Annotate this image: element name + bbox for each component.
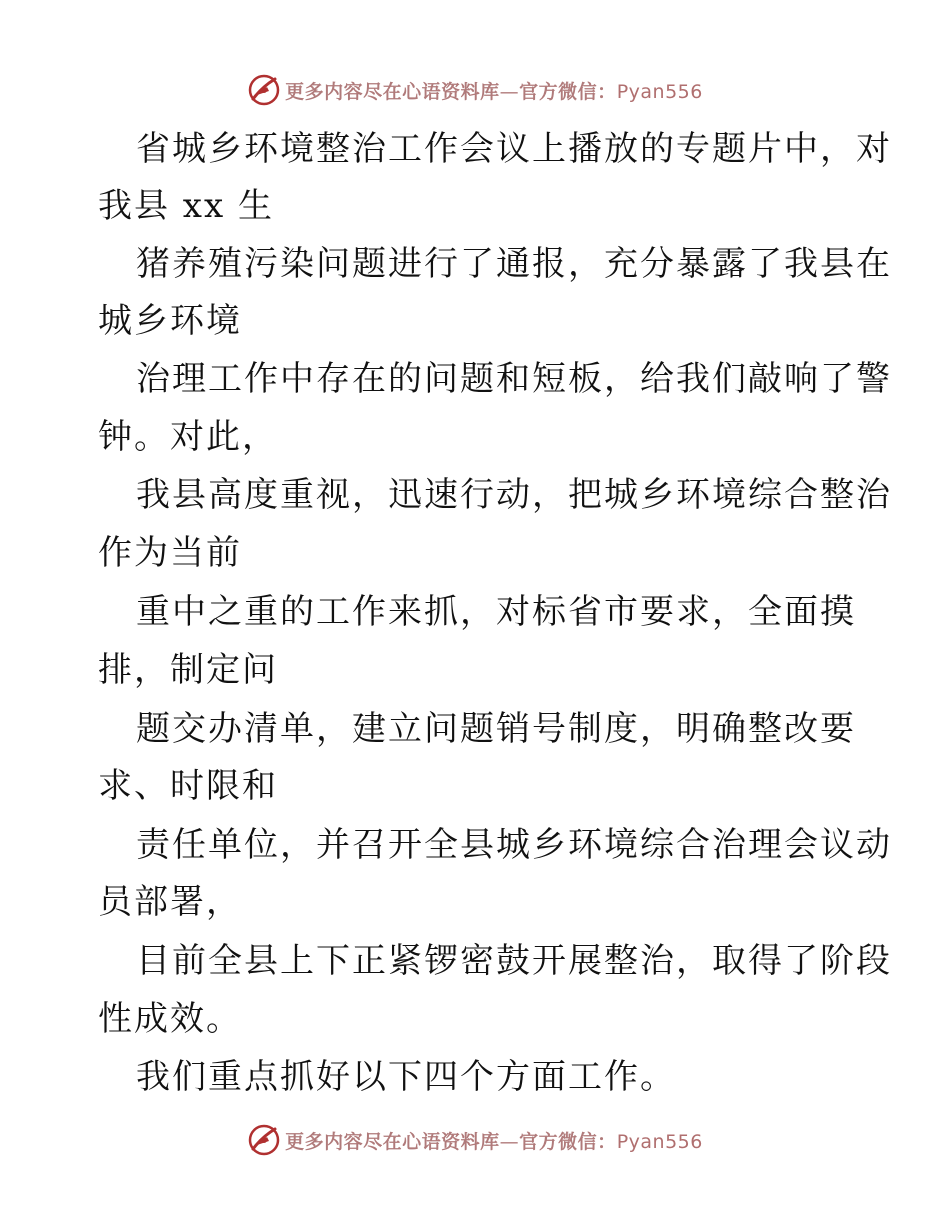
- banner-wechat-id: Pyan556: [616, 1130, 703, 1153]
- body-line: 目前全县上下正紧锣密鼓开展整治，取得了阶段: [136, 941, 892, 981]
- body-line: 员部署，: [98, 882, 242, 922]
- pen-logo-icon: [247, 73, 281, 107]
- footer-banner-text: [285, 1127, 703, 1154]
- body-line: 求、时限和: [98, 766, 278, 806]
- body-line: 作为当前: [98, 533, 242, 573]
- body-line: 排，制定问: [98, 650, 278, 690]
- banner-wechat-id: Pyan556: [616, 80, 703, 103]
- body-line: 我县 xx 生: [98, 186, 274, 226]
- banner-suffix: 官方微信：: [519, 80, 617, 103]
- footer-banner: [0, 1120, 950, 1160]
- header-banner-text: [285, 77, 703, 104]
- body-line: 责任单位，并召开全县城乡环境综合治理会议动: [136, 825, 892, 865]
- banner-separator: —: [499, 1130, 520, 1153]
- pen-logo-icon: [247, 1123, 281, 1157]
- body-line: 省城乡环境整治工作会议上播放的专题片中，对: [136, 129, 892, 169]
- banner-title: 更多内容尽在心语资料库: [285, 80, 500, 103]
- body-line: 我们重点抓好以下四个方面工作。: [136, 1057, 676, 1097]
- body-line: 我县高度重视，迅速行动，把城乡环境综合整治: [136, 475, 892, 515]
- banner-title: 更多内容尽在心语资料库: [285, 1130, 500, 1153]
- header-banner: [0, 70, 950, 110]
- body-line: 钟。对此，: [98, 417, 278, 457]
- banner-suffix: 官方微信：: [519, 1130, 617, 1153]
- body-line: 治理工作中存在的问题和短板，给我们敲响了警: [136, 359, 892, 399]
- body-line: 重中之重的工作来抓，对标省市要求，全面摸: [136, 592, 856, 632]
- banner-separator: —: [499, 80, 520, 103]
- body-line: 性成效。: [98, 999, 242, 1039]
- body-line: 题交办清单，建立问题销号制度，明确整改要: [136, 709, 856, 749]
- body-line: 城乡环境: [98, 301, 242, 341]
- body-line: 猪养殖污染问题进行了通报，充分暴露了我县在: [136, 244, 892, 284]
